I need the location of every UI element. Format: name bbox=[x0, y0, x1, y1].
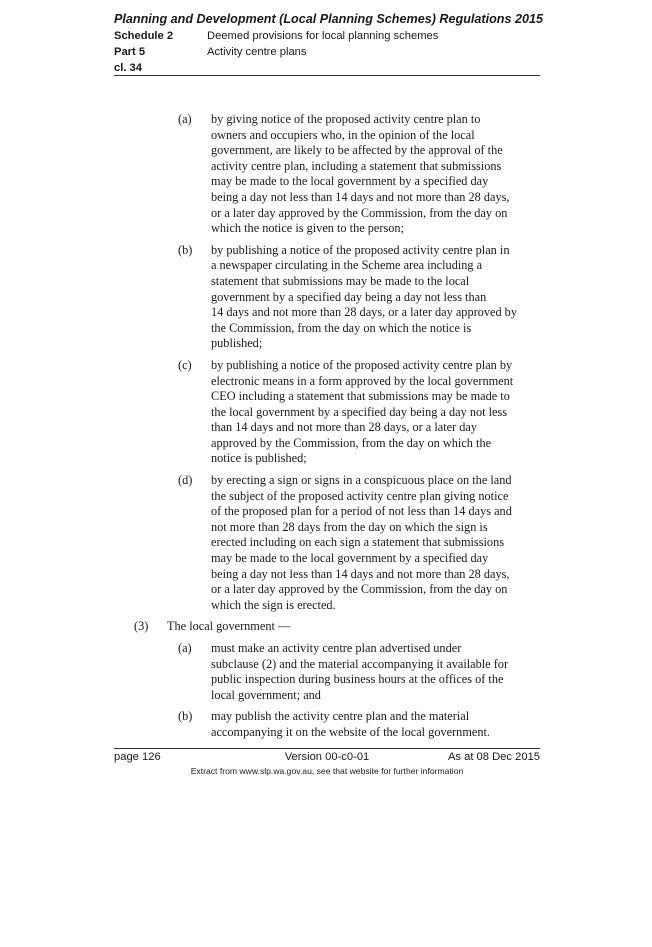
header-row-schedule bbox=[114, 28, 540, 44]
running-header bbox=[114, 11, 543, 76]
subclause-label: (3) bbox=[134, 619, 149, 634]
header-row-clause bbox=[114, 60, 540, 76]
regulation-title: Planning and Development (Local Planning Schemes) Regulations 2015 bbox=[114, 12, 543, 26]
footer-divider bbox=[114, 748, 540, 749]
subclause-text: The local government — bbox=[167, 619, 291, 634]
paragraph-c bbox=[0, 358, 652, 467]
paragraph-label: (b) bbox=[178, 242, 193, 257]
paragraph-text: by erecting a sign or signs in a conspicuous place on the land the subject of the proposed activity centre plan giving notice of the proposed plan for a period of not less than 14 days and not more than 28 days from the day on which the sign is erected including on each sign a statement that submissions may be made to the local government by a specified day being a day not less than 14 days and not more than 28 days, or a later day approved by the Commission, from the day on which the sign is erected. bbox=[211, 473, 512, 612]
header-divider bbox=[114, 75, 540, 76]
page-number: page 126 bbox=[114, 751, 161, 763]
paragraph-a bbox=[0, 112, 652, 237]
as-at-date: As at 08 Dec 2015 bbox=[447, 751, 540, 763]
header-key: cl. 34 bbox=[114, 62, 142, 74]
paragraph-text: by giving notice of the proposed activity centre plan to owners and occupiers who, in the opinion of the local government, are likely to be affected by the approval of the activity centre plan, including a statement that submissions may be made to the local government by a specified day being a day not less than 14 days and not more than 28 days, or a later day approved by the Commission, from the day on which the notice is given to the person; bbox=[211, 112, 510, 236]
running-footer bbox=[114, 750, 540, 777]
version-label: Version 00-c0-01 bbox=[284, 751, 370, 763]
paragraph-text: by publishing a notice of the proposed activity centre plan by electronic means in a form approved by the local government CEO including a statement that submissions may be made to the local government by a specified day being a day not less than 14 days and not more than 28 days, or a later day approved by the Commission, from the day on which the notice is published; bbox=[211, 357, 514, 466]
paragraph-label: (a) bbox=[178, 641, 192, 655]
paragraph-d bbox=[0, 473, 652, 613]
paragraph-label: (a) bbox=[178, 112, 192, 126]
paragraph-text: may publish the activity centre plan and the material accompanying it on the website of the local government. bbox=[211, 709, 490, 739]
subclause-3 bbox=[0, 619, 652, 635]
header-key: Schedule 2 bbox=[114, 30, 174, 42]
paragraph-label: (d) bbox=[178, 473, 193, 488]
header-key: Part 5 bbox=[114, 46, 146, 58]
paragraph-text: by publishing a notice of the proposed activity centre plan in a newspaper circulating in the Scheme area including a statement that submissions may be made to the local government by a specified day being a day not less than 14 days and not more than 28 days, or a later day approved by the Commission, from the day on which the notice is published; bbox=[211, 242, 517, 351]
extract-note: Extract from www.slp.wa.gov.au, see that website for further information bbox=[190, 766, 464, 776]
document-body bbox=[0, 112, 652, 747]
header-value: Activity centre plans bbox=[207, 46, 307, 58]
paragraph-b bbox=[0, 243, 652, 352]
paragraph-label: (b) bbox=[178, 709, 193, 724]
subparagraph-a bbox=[0, 641, 652, 703]
subparagraph-b bbox=[0, 709, 652, 740]
header-row-part bbox=[114, 44, 540, 60]
paragraph-text: must make an activity centre plan advertised under subclause (2) and the material accompanying it available for public inspection during business hours at the offices of the local government; and bbox=[211, 641, 509, 702]
header-value: Deemed provisions for local planning schemes bbox=[207, 30, 439, 42]
paragraph-label: (c) bbox=[178, 357, 192, 372]
